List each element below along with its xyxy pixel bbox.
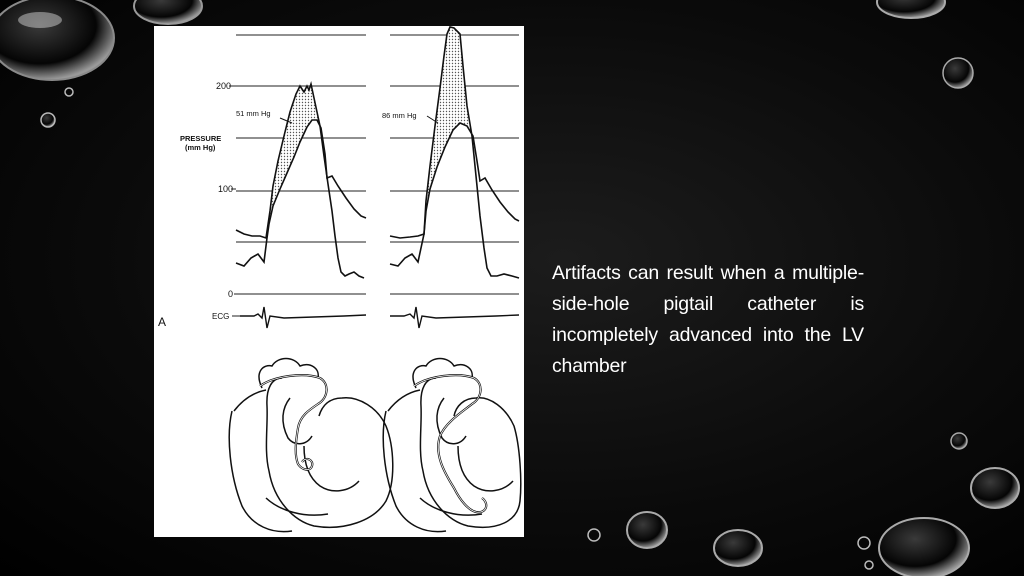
- right-ecg-trace: [390, 307, 519, 328]
- left-pressure-tracing: [236, 84, 366, 278]
- drop-top-left: [0, 0, 114, 80]
- tick-100: 100: [218, 184, 234, 194]
- tick-200: 200: [216, 81, 232, 91]
- droplet-e: [858, 537, 870, 549]
- axis-title-units: (mm Hg): [185, 143, 216, 152]
- ecg-traces: [240, 307, 519, 328]
- hemodynamic-figure-panel: [154, 26, 524, 537]
- ecg-label: ECG: [212, 312, 230, 321]
- left-aortic-pressure-curve: [236, 120, 366, 266]
- left-heart-diagram: [229, 359, 393, 532]
- axis-title-pressure: PRESSURE: [180, 134, 222, 143]
- droplet-d: [951, 433, 967, 449]
- drop-top-right: [877, 0, 945, 18]
- left-catheter: [260, 375, 327, 469]
- drop-bottom-center: [627, 512, 762, 566]
- right-gradient-shading: [424, 27, 472, 234]
- droplet-f: [865, 561, 873, 569]
- tick-0: 0: [228, 289, 234, 299]
- left-ecg-trace: [240, 307, 366, 328]
- caption-text: Artifacts can result when a multiple-side-hole pigtail catheter is incompletely advanced into the LV chamber: [552, 262, 864, 377]
- pressure-tracing-figure: [154, 26, 524, 537]
- drop-bottom-right: [879, 468, 1019, 576]
- droplet-a: [65, 88, 73, 96]
- right-pressure-tracing: [382, 27, 519, 278]
- right-aortic-pressure-curve: [390, 123, 519, 266]
- drop-top-left-small: [134, 0, 202, 24]
- droplet-c: [943, 58, 973, 88]
- droplet-b: [41, 113, 55, 127]
- left-gradient-label: 51 mm Hg: [236, 109, 271, 118]
- droplet-g: [588, 529, 600, 541]
- right-gradient-label: 86 mm Hg: [382, 111, 417, 120]
- panel-label-a: A: [158, 315, 167, 329]
- left-gradient-shading: [267, 84, 320, 238]
- right-heart-diagram: [383, 359, 521, 532]
